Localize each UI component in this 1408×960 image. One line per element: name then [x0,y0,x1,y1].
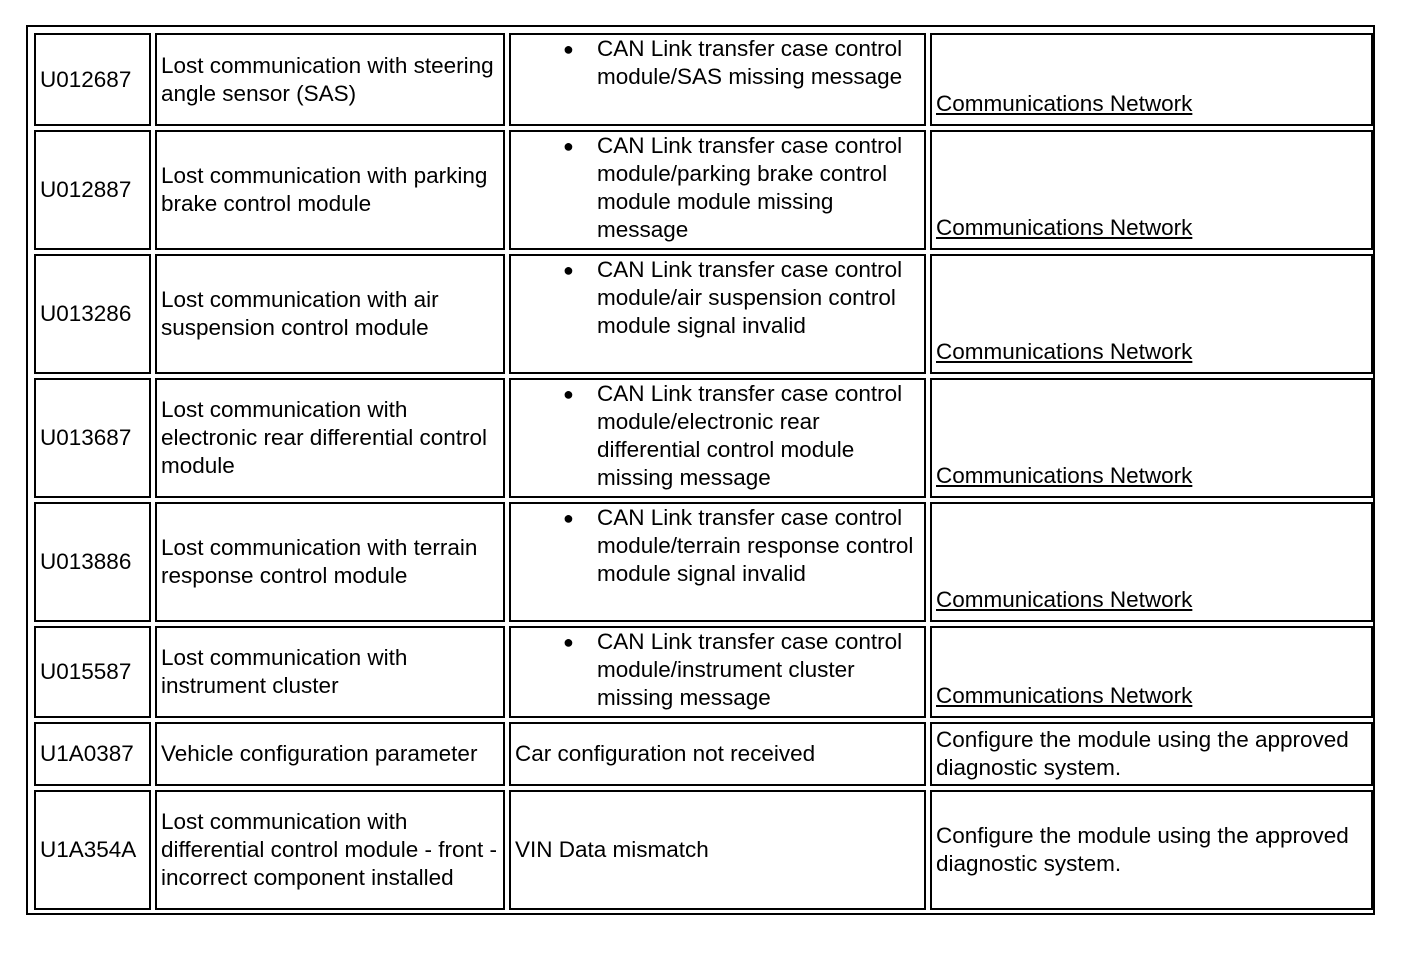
table-row [34,378,1373,498]
possible-causes [509,33,926,126]
cause-item: ● CAN Link transfer case control module/air suspension control module signal invalid [597,256,920,340]
possible-causes: VIN Data mismatch [509,790,926,910]
dtc-code: U013687 [34,378,151,498]
action-cell [930,626,1373,718]
communications-network-link[interactable]: Communications Network [936,587,1193,612]
dtc-description: Lost communication with differential control module - front - incorrect component installed [155,790,505,910]
cause-item: ● CAN Link transfer case control module/parking brake control module module missing message [597,132,920,244]
table-row [34,33,1373,126]
cause-item: ● CAN Link transfer case control module/instrument cluster missing message [597,628,920,712]
table-row [34,130,1373,250]
table-row [34,722,1373,786]
dtc-code: U013286 [34,254,151,374]
communications-network-link[interactable]: Communications Network [936,339,1193,364]
cause-list [511,256,920,340]
possible-causes [509,130,926,250]
dtc-code: U012687 [34,33,151,126]
dtc-code: U1A354A [34,790,151,910]
action-text: Configure the module using the approved diagnostic system. [930,722,1373,786]
dtc-description: Lost communication with steering angle sensor (SAS) [155,33,505,126]
dtc-description: Lost communication with parking brake control module [155,130,505,250]
dtc-description: Lost communication with electronic rear differential control module [155,378,505,498]
action-cell [930,254,1373,374]
possible-causes: Car configuration not received [509,722,926,786]
dtc-code: U013886 [34,502,151,622]
table-row [34,502,1373,622]
action-cell [930,33,1373,126]
action-cell [930,378,1373,498]
cause-item: ● CAN Link transfer case control module/terrain response control module signal invalid [597,504,920,588]
dtc-table-frame [26,25,1375,915]
dtc-description: Lost communication with instrument cluster [155,626,505,718]
cause-item: ● CAN Link transfer case control module/electronic rear differential control module missing message [597,380,920,492]
dtc-code: U1A0387 [34,722,151,786]
table-row [34,254,1373,374]
dtc-code: U012887 [34,130,151,250]
possible-causes [509,502,926,622]
cause-list [511,380,920,492]
table-row [34,790,1373,910]
communications-network-link[interactable]: Communications Network [936,683,1193,708]
possible-causes [509,378,926,498]
cause-item: ● CAN Link transfer case control module/SAS missing message [597,35,920,91]
action-text: Configure the module using the approved diagnostic system. [930,790,1373,910]
cause-list [511,35,920,91]
dtc-table [30,29,1377,914]
cause-list [511,504,920,588]
dtc-description: Lost communication with air suspension control module [155,254,505,374]
table-row [34,626,1373,718]
dtc-code: U015587 [34,626,151,718]
cause-list [511,132,920,244]
communications-network-link[interactable]: Communications Network [936,463,1193,488]
possible-causes [509,626,926,718]
action-cell [930,130,1373,250]
communications-network-link[interactable]: Communications Network [936,215,1193,240]
cause-list [511,628,920,712]
dtc-description: Vehicle configuration parameter [155,722,505,786]
dtc-description: Lost communication with terrain response control module [155,502,505,622]
communications-network-link[interactable]: Communications Network [936,91,1193,116]
possible-causes [509,254,926,374]
action-cell [930,502,1373,622]
